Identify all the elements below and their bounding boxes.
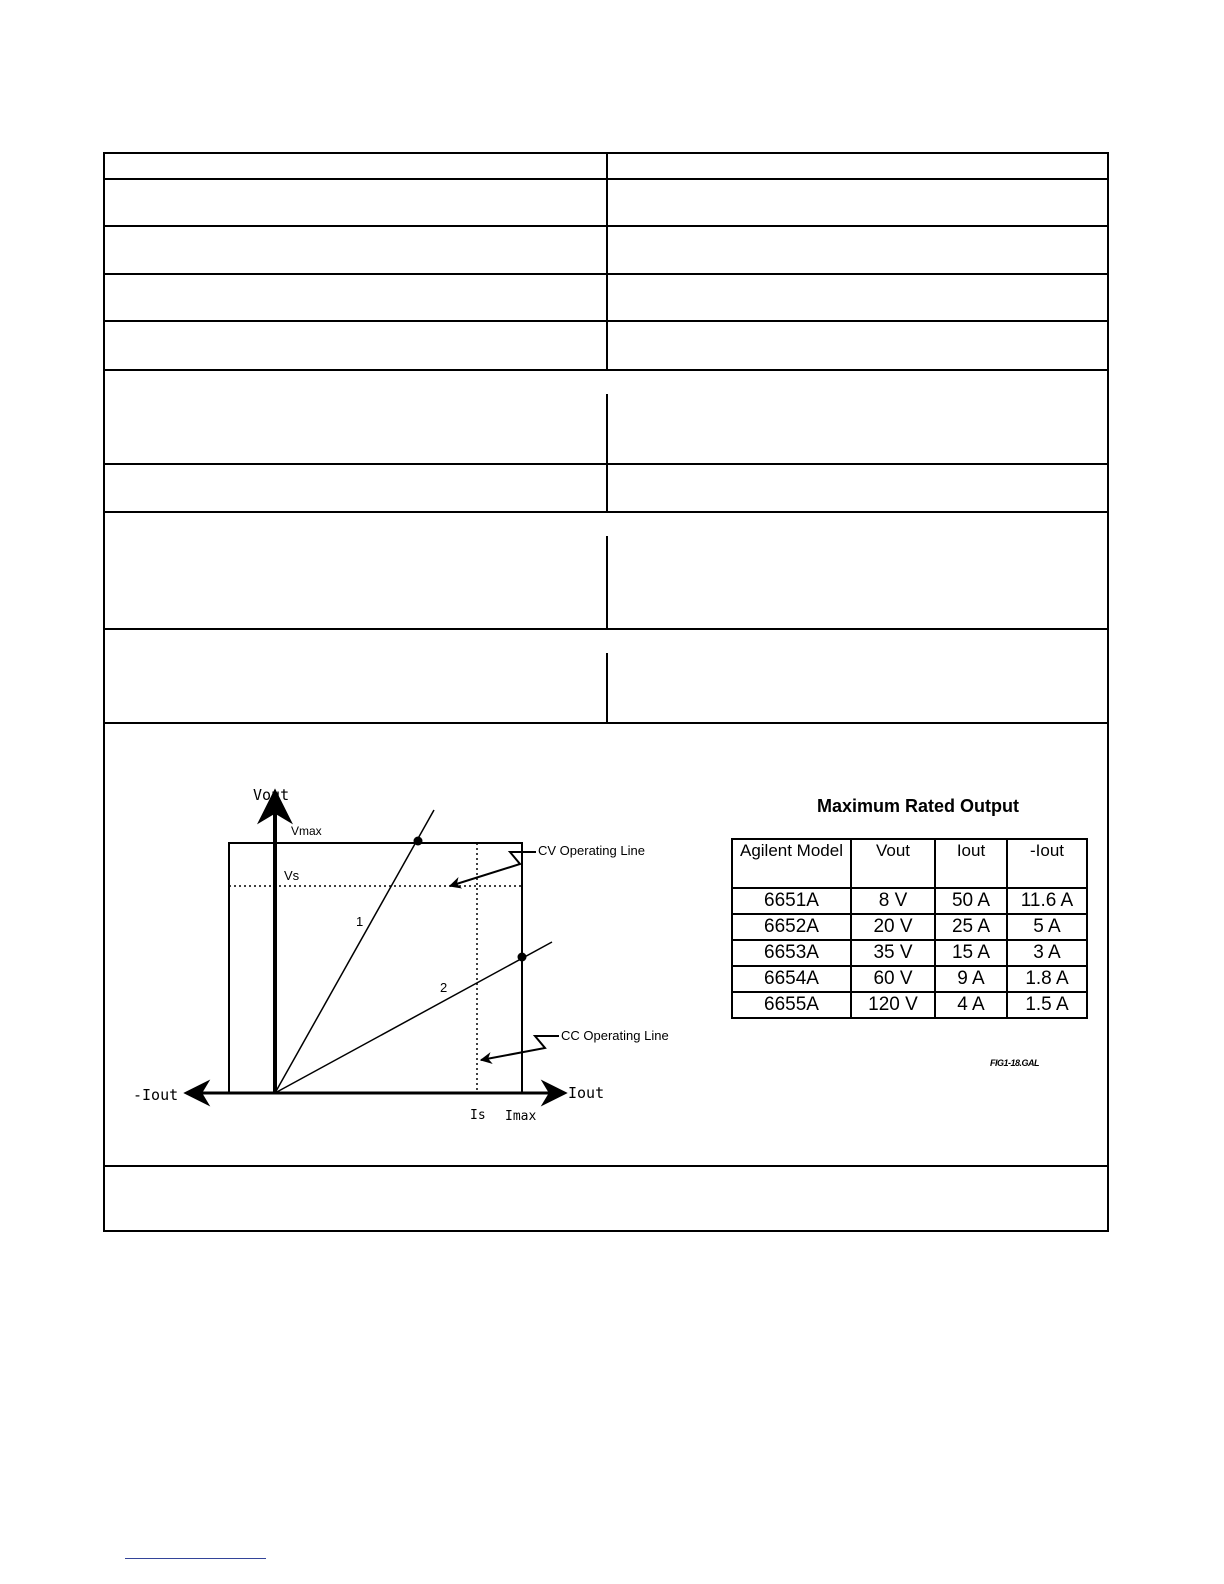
model-cell: 6655A	[732, 992, 851, 1018]
model-cell: 6653A	[732, 940, 851, 966]
neg-iout-cell: 1.8 A	[1007, 966, 1087, 992]
vmax-label: Vmax	[291, 824, 322, 838]
vs-label: Vs	[284, 868, 300, 883]
cv-callout-arrow	[450, 852, 536, 886]
rated-output-table	[731, 838, 1088, 1019]
line-1-label: 1	[356, 914, 364, 929]
output-boundary-box	[229, 843, 522, 1093]
iout-cell: 25 A	[935, 914, 1007, 940]
table-header-row	[732, 839, 1087, 888]
is-label: Is	[470, 1108, 486, 1123]
header-vout: Vout	[851, 839, 935, 888]
vout-cell: 20 V	[851, 914, 935, 940]
neg-iout-cell: 1.5 A	[1007, 992, 1087, 1018]
cc-operating-line-label: CC Operating Line	[561, 1028, 669, 1043]
table-row	[732, 940, 1087, 966]
model-cell: 6652A	[732, 914, 851, 940]
header-neg-iout: -Iout	[1007, 839, 1087, 888]
table-row	[732, 914, 1087, 940]
imax-label: Imax	[505, 1109, 537, 1124]
footer-rule	[125, 1558, 266, 1559]
model-cell: 6651A	[732, 888, 851, 914]
figure-id: FIG1-18.GAL	[990, 1058, 1040, 1068]
vout-label: Vout	[253, 786, 290, 804]
iout-cell: 4 A	[935, 992, 1007, 1018]
iout-cell: 50 A	[935, 888, 1007, 914]
neg-iout-cell: 3 A	[1007, 940, 1087, 966]
vout-cell: 8 V	[851, 888, 935, 914]
cc-callout-arrow	[481, 1036, 559, 1060]
neg-iout-label: -Iout	[133, 1086, 179, 1104]
model-cell: 6654A	[732, 966, 851, 992]
vout-cell: 120 V	[851, 992, 935, 1018]
operating-point-1	[414, 837, 423, 846]
table-row	[732, 992, 1087, 1018]
vout-cell: 35 V	[851, 940, 935, 966]
load-line-1	[275, 810, 434, 1093]
header-model: Agilent Model	[732, 839, 851, 888]
cv-operating-line-label: CV Operating Line	[538, 843, 645, 858]
table-row	[732, 966, 1087, 992]
iout-cell: 15 A	[935, 940, 1007, 966]
load-line-2	[275, 942, 552, 1093]
table-row	[732, 888, 1087, 914]
operating-point-2	[518, 953, 527, 962]
iout-cell: 9 A	[935, 966, 1007, 992]
neg-iout-cell: 11.6 A	[1007, 888, 1087, 914]
iout-label: Iout	[568, 1084, 605, 1102]
header-iout: Iout	[935, 839, 1007, 888]
neg-iout-cell: 5 A	[1007, 914, 1087, 940]
line-2-label: 2	[440, 980, 448, 995]
rated-output-title: Maximum Rated Output	[816, 796, 1019, 816]
vout-cell: 60 V	[851, 966, 935, 992]
